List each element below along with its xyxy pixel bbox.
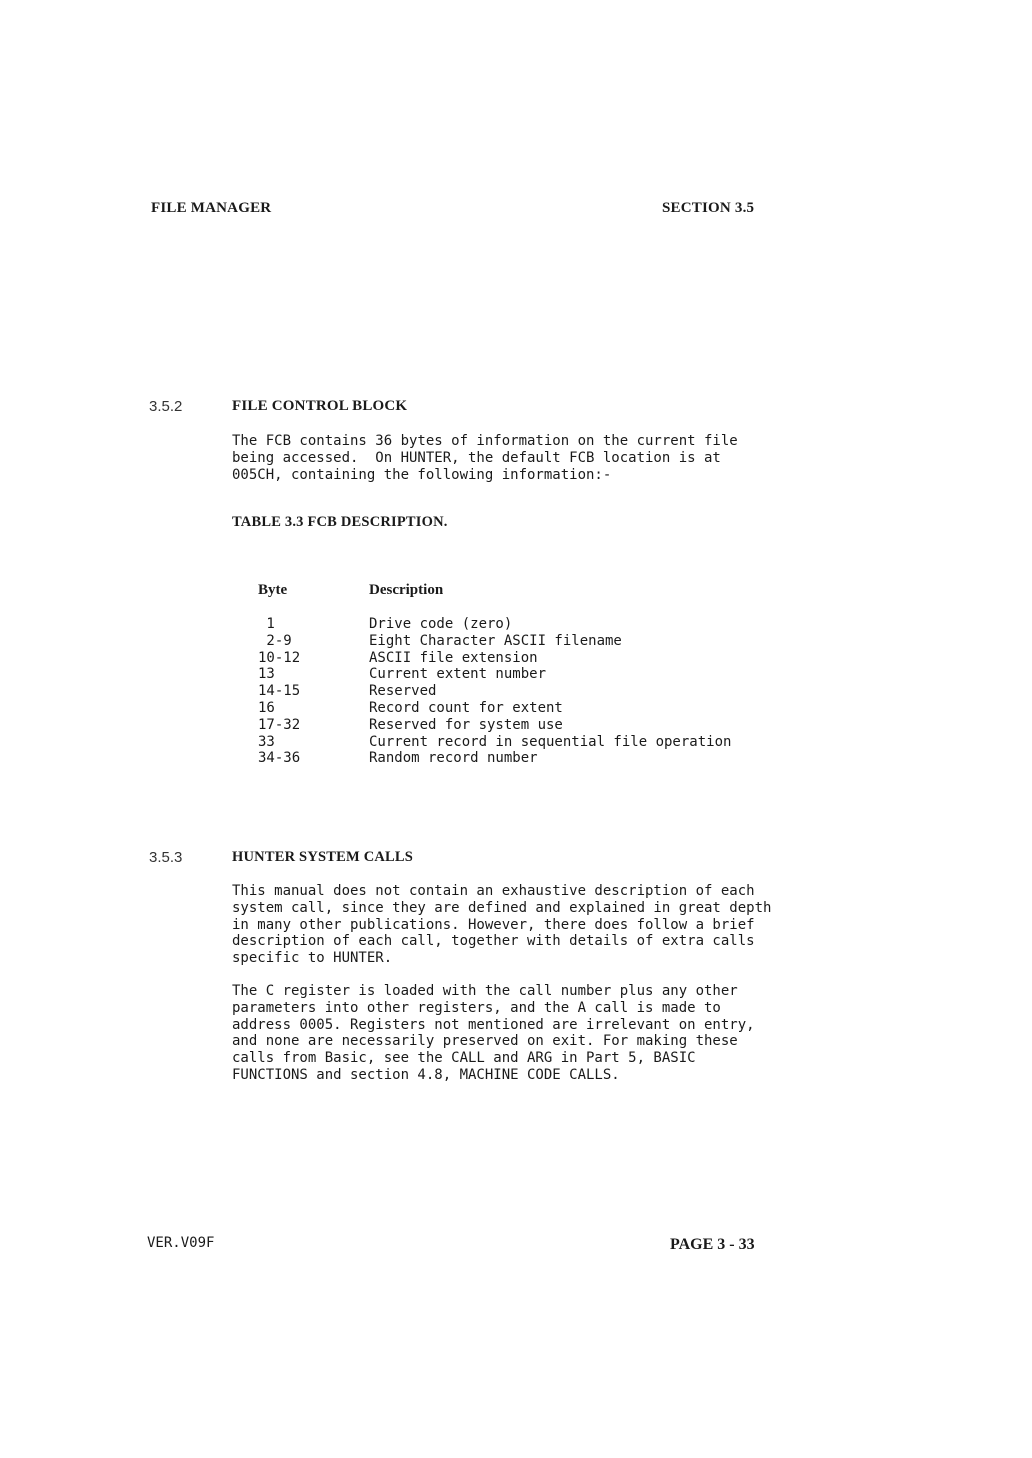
byte-cell: 34-36 — [258, 750, 301, 767]
byte-cell: 2-9 — [258, 632, 292, 649]
paragraph-line: address 0005. Registers not mentioned are irrelevant on entry, — [232, 1016, 755, 1033]
paragraph-line: 005CH, containing the following information:- — [232, 466, 612, 483]
byte-cell: 33 — [258, 733, 275, 750]
table-row — [258, 750, 738, 767]
paragraph-line: description of each call, together with details of extra calls — [232, 933, 755, 950]
byte-cell: 17-32 — [258, 716, 301, 733]
section-title: HUNTER SYSTEM CALLS — [232, 849, 414, 865]
description-cell: Record count for extent — [369, 699, 563, 716]
description-cell: Reserved — [369, 683, 437, 700]
paragraph-line: system call, since they are defined and explained in great depth — [232, 899, 772, 916]
paragraph-line: FUNCTIONS and section 4.8, MACHINE CODE CALLS. — [232, 1066, 620, 1083]
table-row — [258, 616, 738, 633]
table-row — [258, 734, 738, 751]
paragraph — [232, 433, 738, 483]
paragraph — [232, 983, 755, 1084]
column-header-description: Description — [369, 582, 444, 598]
section-number: 3.5.3 — [149, 849, 183, 866]
description-cell: ASCII file extension — [369, 649, 538, 666]
paragraph-line: and none are necessarily preserved on exit. For making these — [232, 1033, 738, 1050]
paragraph-line: in many other publications. However, there does follow a brief — [232, 916, 755, 933]
paragraph-line: specific to HUNTER. — [232, 950, 393, 967]
table-row — [258, 717, 738, 734]
paragraph-line: The C register is loaded with the call number plus any other — [232, 983, 738, 999]
table-row — [258, 666, 738, 683]
paragraph-line: being accessed. On HUNTER, the default FCB location is at — [232, 449, 721, 466]
byte-cell: 10-12 — [258, 649, 301, 666]
page-number: PAGE 3 - 33 — [670, 1236, 755, 1253]
paragraph-line: This manual does not contain an exhaustive description of each — [232, 883, 755, 899]
section-number: 3.5.2 — [149, 398, 183, 415]
paragraph-line: calls from Basic, see the CALL and ARG in Part 5, BASIC — [232, 1050, 696, 1067]
byte-cell: 16 — [258, 699, 275, 716]
fcb-table — [258, 616, 738, 767]
description-cell: Drive code (zero) — [369, 616, 513, 632]
table-row — [258, 633, 738, 650]
paragraph-line: The FCB contains 36 bytes of information on the current file — [232, 433, 738, 449]
description-cell: Random record number — [369, 750, 538, 767]
header-right: SECTION 3.5 — [662, 200, 755, 216]
paragraph — [232, 883, 771, 967]
version-label: VER.V09F — [147, 1235, 215, 1251]
table-row — [258, 700, 738, 717]
column-header-byte: Byte — [258, 582, 288, 598]
byte-cell: 14-15 — [258, 683, 301, 700]
table-row — [258, 683, 738, 700]
paragraph-line: parameters into other registers, and the A call is made to — [232, 999, 721, 1016]
description-cell: Current record in sequential file operation — [369, 733, 732, 750]
section-title: FILE CONTROL BLOCK — [232, 398, 408, 414]
header-left: FILE MANAGER — [151, 200, 272, 216]
table-caption: TABLE 3.3 FCB DESCRIPTION. — [232, 514, 448, 530]
description-cell: Reserved for system use — [369, 716, 563, 733]
byte-cell: 13 — [258, 666, 275, 683]
description-cell: Current extent number — [369, 666, 547, 683]
table-row — [258, 650, 738, 667]
byte-cell: 1 — [258, 616, 275, 632]
description-cell: Eight Character ASCII filename — [369, 632, 622, 649]
